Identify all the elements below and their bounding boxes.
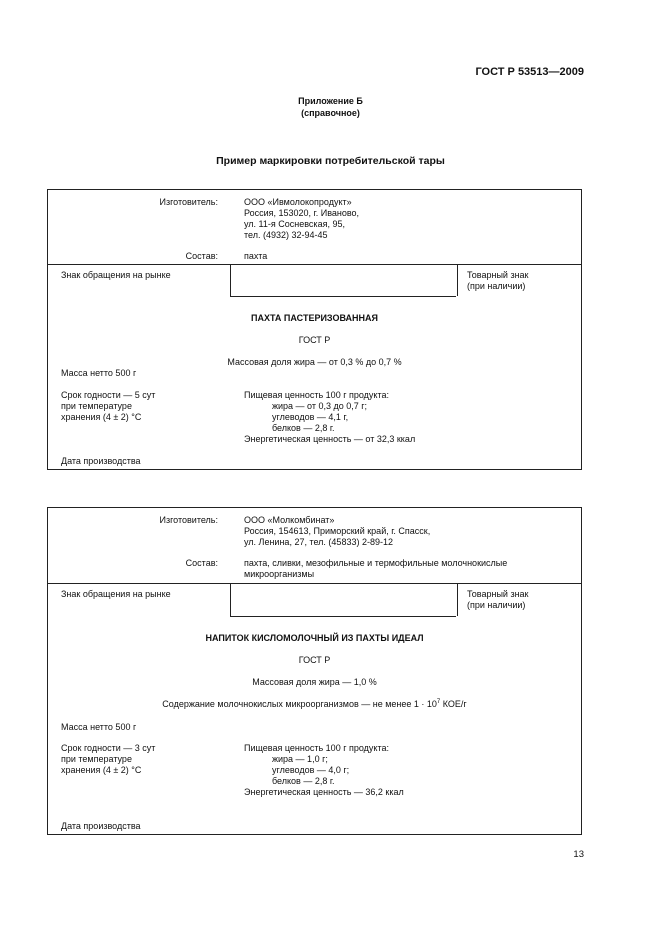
trademark-line: (при наличии) — [467, 600, 526, 610]
production-date: Дата производства — [61, 821, 141, 831]
divider — [48, 264, 581, 265]
divider — [230, 296, 456, 297]
nutrition-title: Пищевая ценность 100 г продукта: — [244, 743, 389, 753]
composition-caption: Состав: — [185, 558, 218, 568]
trademark-line: Товарный знак — [467, 589, 529, 599]
trademark-line: Товарный знак — [467, 270, 529, 280]
shelf-life-line: хранения (4 ± 2) °С — [61, 412, 142, 422]
appendix-title: Приложение Б — [298, 96, 363, 106]
standard-number: ГОСТ Р 53513—2009 — [475, 66, 584, 78]
manufacturer-line: ул. Ленина, 27, тел. (45833) 2-89-12 — [244, 537, 393, 547]
divider — [230, 616, 456, 617]
shelf-life-line: при температуре — [61, 401, 132, 411]
divider — [457, 264, 458, 296]
product-name: НАПИТОК КИСЛОМОЛОЧНЫЙ ИЗ ПАХТЫ ИДЕАЛ — [205, 633, 424, 643]
label-example-1 — [47, 189, 582, 470]
production-date: Дата производства — [61, 456, 141, 466]
product-name: ПАХТА ПАСТЕРИЗОВАННАЯ — [251, 313, 378, 323]
manufacturer-line: ООО «Молкомбинат» — [244, 515, 335, 525]
nutrition-item: белков — 2,8 г. — [272, 423, 335, 433]
nutrition-title: Пищевая ценность 100 г продукта: — [244, 390, 389, 400]
gost-mark: ГОСТ Р — [298, 655, 331, 665]
fat-content: Массовая доля жира — от 0,3 % до 0,7 % — [227, 357, 402, 367]
divider — [230, 264, 231, 296]
energy-value: Энергетическая ценность — 36,2 ккал — [244, 787, 404, 797]
manufacturer-line: ООО «Ивмолокопродукт» — [244, 197, 352, 207]
gost-mark: ГОСТ Р — [298, 335, 331, 345]
market-mark: Знак обращения на рынке — [61, 270, 171, 280]
appendix-heading — [0, 95, 661, 119]
label-example-2 — [47, 507, 582, 835]
shelf-life-line: Срок годности — 3 сут — [61, 743, 156, 753]
appendix-subtitle: (справочное) — [301, 108, 360, 118]
manufacturer-line: ул. 11-я Сосневская, 95, — [244, 219, 345, 229]
composition-line: пахта, сливки, мезофильные и термофильные молочнокислые — [244, 558, 508, 568]
divider — [48, 583, 581, 584]
section-title: Пример маркировки потребительской тары — [216, 155, 445, 167]
composition-line: микроорганизмы — [244, 569, 315, 579]
shelf-life-line: при температуре — [61, 754, 132, 764]
manufacturer-caption: Изготовитель: — [159, 515, 218, 525]
nutrition-item: жира — от 0,3 до 0,7 г; — [272, 401, 368, 411]
nutrition-item: белков — 2,8 г. — [272, 776, 335, 786]
shelf-life-line: хранения (4 ± 2) °С — [61, 765, 142, 775]
microorganism-content — [48, 699, 581, 710]
energy-value: Энергетическая ценность — от 32,3 ккал — [244, 434, 416, 444]
composition-line: пахта — [244, 251, 268, 261]
nutrition-item: углеводов — 4,1 г, — [272, 412, 349, 422]
net-mass: Масса нетто 500 г — [61, 722, 137, 732]
microorganism-unit: КОЕ/г — [440, 699, 467, 709]
nutrition-item: углеводов — 4,0 г; — [272, 765, 350, 775]
net-mass: Масса нетто 500 г — [61, 368, 137, 378]
trademark-line: (при наличии) — [467, 281, 526, 291]
market-mark: Знак обращения на рынке — [61, 589, 171, 599]
composition-caption: Состав: — [185, 251, 218, 261]
fat-content: Массовая доля жира — 1,0 % — [252, 677, 377, 687]
manufacturer-caption: Изготовитель: — [159, 197, 218, 207]
page-number: 13 — [573, 849, 584, 860]
shelf-life-line: Срок годности — 5 сут — [61, 390, 156, 400]
manufacturer-line: тел. (4932) 32-94-45 — [244, 230, 328, 240]
microorganism-text: Содержание молочнокислых микроорганизмов — не менее 1 · 10 — [162, 699, 437, 709]
nutrition-item: жира — 1,0 г; — [272, 754, 328, 764]
manufacturer-line: Россия, 154613, Приморский край, г. Спасск, — [244, 526, 431, 536]
manufacturer-line: Россия, 153020, г. Иваново, — [244, 208, 360, 218]
divider — [230, 583, 231, 616]
divider — [457, 583, 458, 616]
microorganism-exponent: 7 — [436, 699, 441, 705]
